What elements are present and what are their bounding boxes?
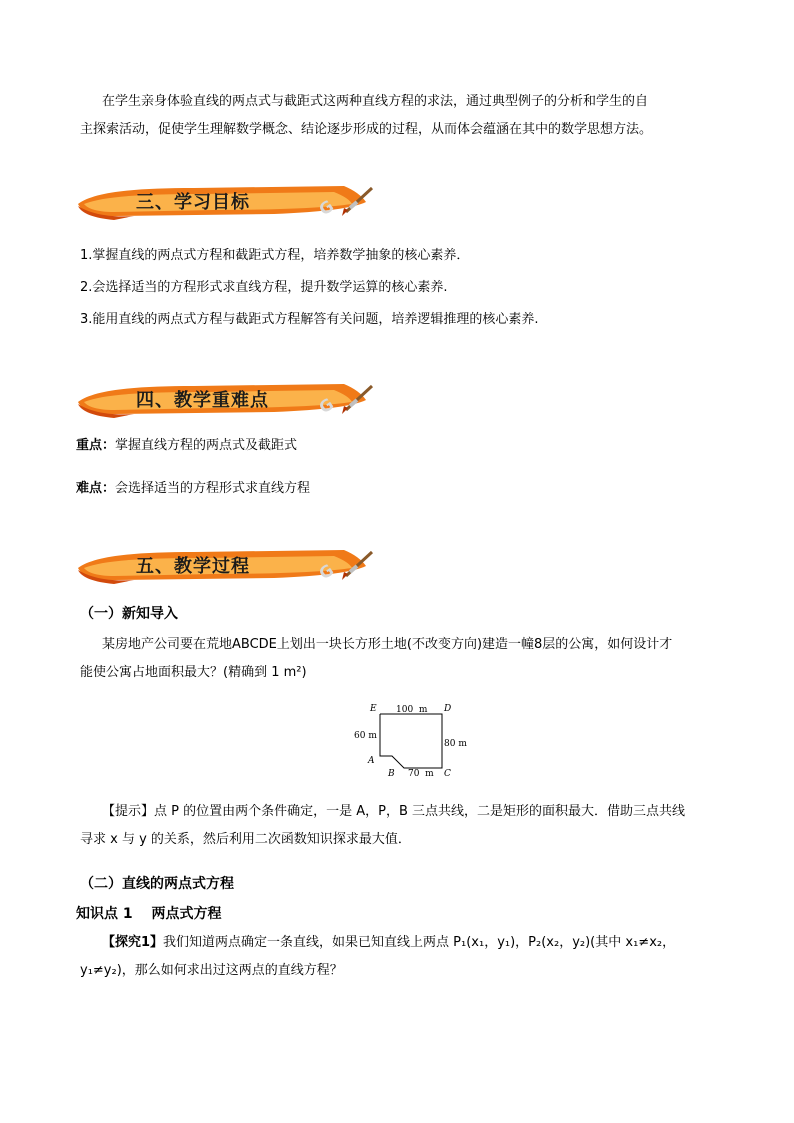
banner-title: 三、学习目标 — [136, 192, 250, 213]
bottom-length-label: 70 m — [408, 769, 434, 779]
focus-line — [76, 434, 297, 453]
land-diagram — [352, 700, 472, 782]
svg-text:G: G — [315, 394, 338, 418]
problem-line-2: 能使公寓占地面积最大？(精确到 1 m²) — [80, 665, 307, 680]
top-length-label: 100 m — [396, 705, 428, 715]
difficulty-label: 难点： — [76, 481, 116, 496]
section-heading-two-point: （二）直线的两点式方程 — [80, 876, 234, 892]
intro-line-2: 主探索活动，促使学生理解数学概念、结论逐步形成的过程，从而体会蕴涵在其中的数学思想方法。 — [80, 122, 653, 137]
problem-paragraph — [80, 631, 740, 687]
focus-label: 重点： — [76, 438, 116, 453]
left-length-label: 60 m — [354, 731, 377, 741]
vertex-label-a: A — [368, 756, 375, 766]
goal-item: 2.会选择适当的方程形式求直线方程，提升数学运算的核心素养. — [80, 280, 448, 295]
explore-line-1 — [80, 929, 740, 957]
hint-label: 【提示】 — [102, 804, 155, 819]
problem-line-1: 某房地产公司要在荒地ABCDE上划出一块长方形土地(不改变方向)建造一幢8层的公寓，如何设计才 — [102, 637, 673, 652]
intro-paragraph — [80, 88, 740, 144]
goals-list — [80, 246, 539, 342]
hint-paragraph — [80, 798, 740, 854]
hint-text-1: 点 P 的位置由两个条件确定，一是 A，P，B 三点共线，二是矩形的面积最大．借助三点共线 — [154, 804, 686, 819]
svg-text:G: G — [315, 560, 338, 584]
section-banner-process — [74, 546, 374, 582]
vertex-label-c: C — [444, 769, 451, 779]
vertex-label-e: E — [370, 704, 377, 714]
knowledge-point-heading: 知识点 1 两点式方程 — [76, 906, 222, 922]
banner-title: 四、教学重难点 — [136, 390, 269, 411]
explore-paragraph — [80, 929, 740, 985]
goal-item: 1.掌握直线的两点式方程和截距式方程，培养数学抽象的核心素养． — [80, 248, 470, 263]
right-length-label: 80 m — [444, 739, 467, 749]
hint-line-2: 寻求 x 与 y 的关系，然后利用二次函数知识探求最大值． — [80, 832, 411, 847]
section-heading-intro: （一）新知导入 — [80, 606, 178, 622]
focus-text: 掌握直线方程的两点式及截距式 — [115, 438, 298, 453]
banner-title: 五、教学过程 — [136, 556, 250, 577]
section-banner-key-points — [74, 380, 374, 416]
vertex-label-b: B — [388, 769, 395, 779]
section-banner-goals — [74, 182, 374, 218]
svg-text:G: G — [315, 196, 338, 220]
explore-line-2: y₁≠y₂)，那么如何求出过这两点的直线方程？ — [80, 963, 343, 978]
vertex-label-d: D — [444, 704, 452, 714]
hint-line-1 — [80, 798, 740, 826]
difficulty-text: 会选择适当的方程形式求直线方程 — [115, 481, 311, 496]
difficulty-line — [76, 477, 310, 496]
explore-text-1: 我们知道两点确定一条直线，如果已知直线上两点 P₁(x₁，y₁)，P₂(x₂，y₂)(其中 x₁≠x₂， — [163, 935, 676, 950]
goal-item: 3.能用直线的两点式方程与截距式方程解答有关问题，培养逻辑推理的核心素养. — [80, 312, 539, 327]
intro-line-1: 在学生亲身体验直线的两点式与截距式这两种直线方程的求法，通过典型例子的分析和学生的自 — [102, 94, 649, 109]
explore-label: 【探究1】 — [102, 935, 164, 950]
